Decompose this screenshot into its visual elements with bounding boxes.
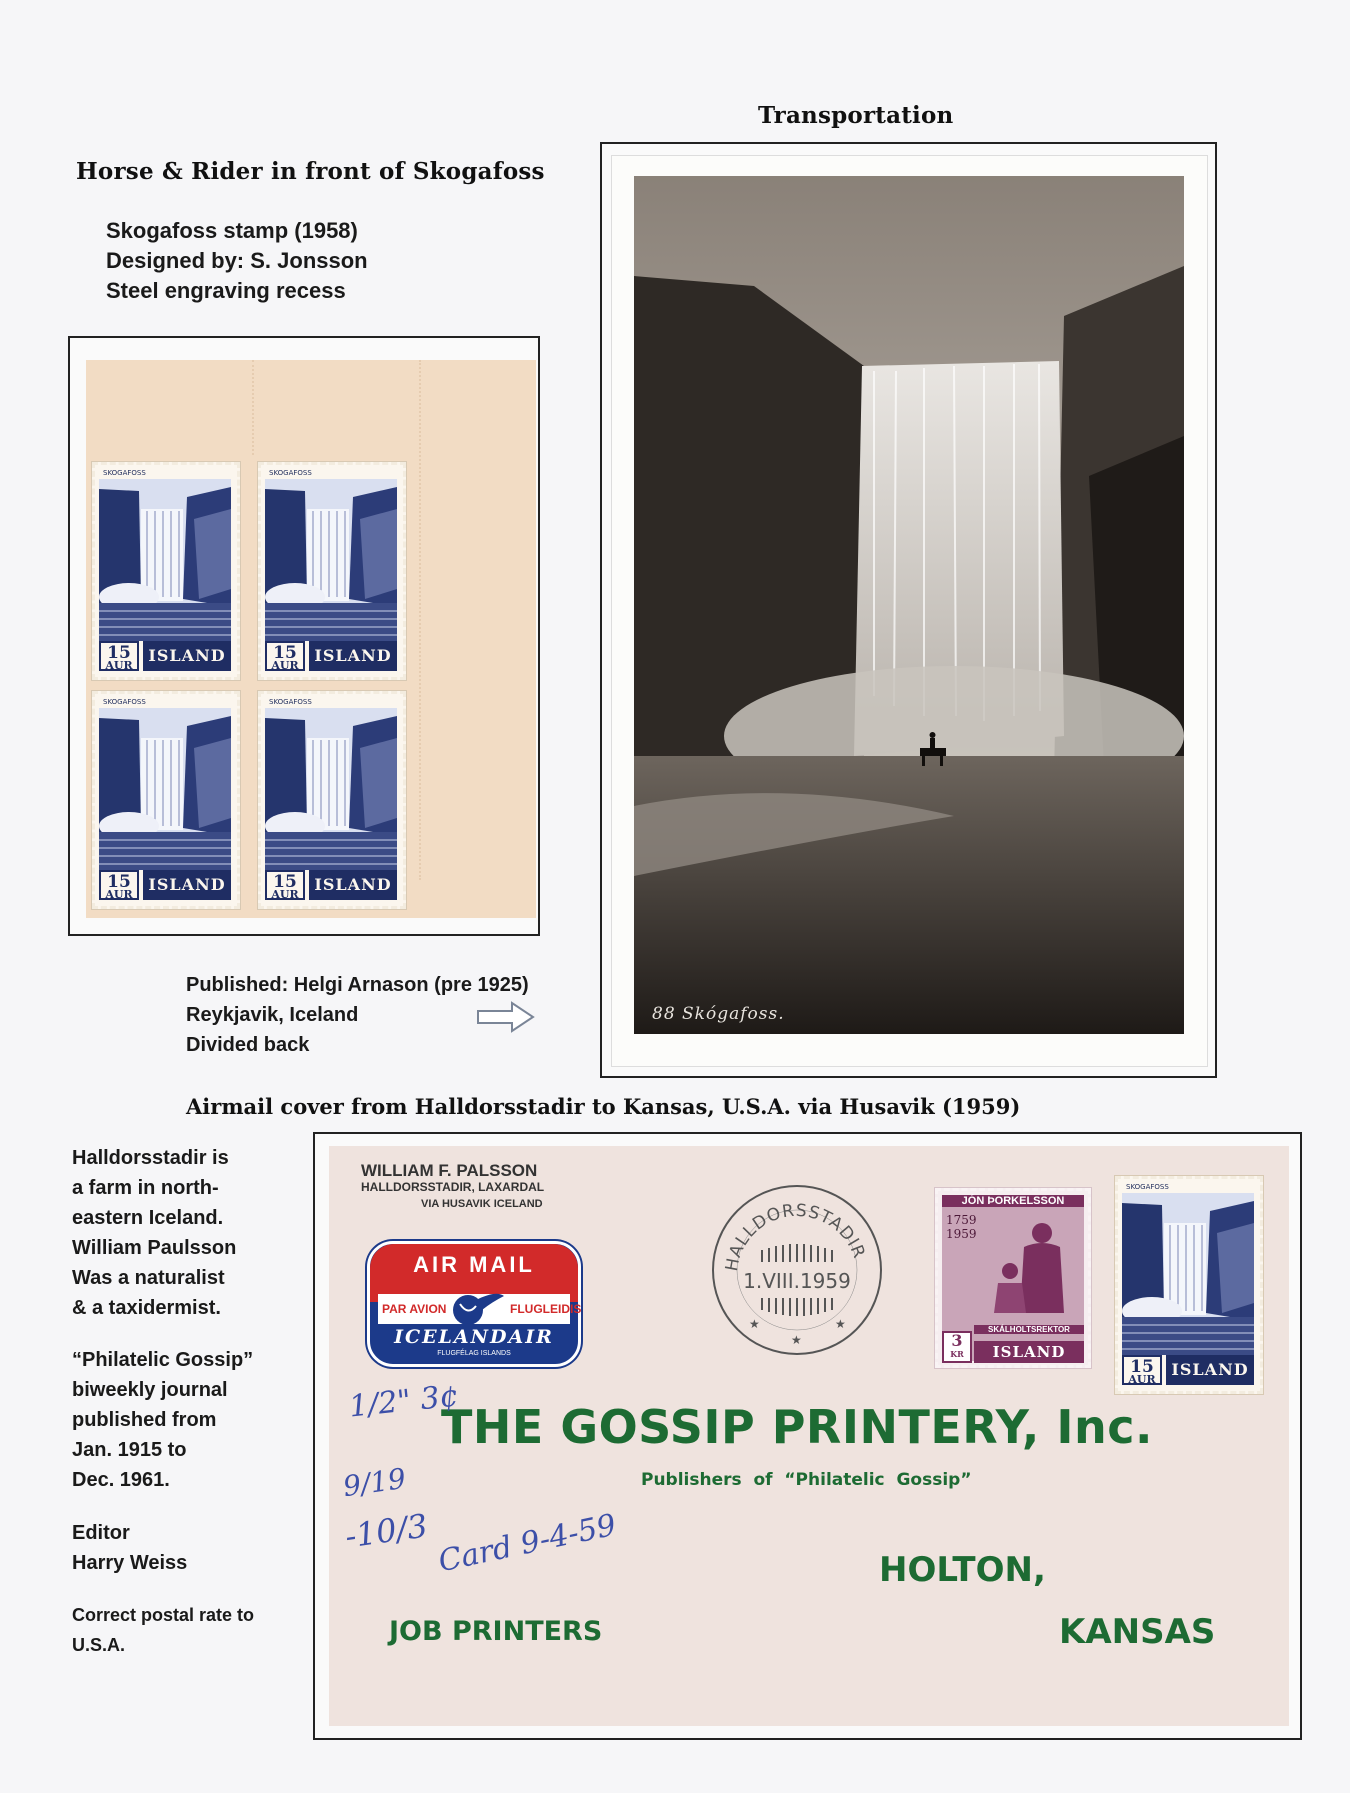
page-title: Transportation — [758, 102, 954, 129]
waterfall-engraving — [265, 479, 397, 641]
note-line: “Philatelic Gossip” — [72, 1349, 254, 1371]
handwritten-card: Card 9-4-59 — [435, 1507, 620, 1580]
cover-frame — [313, 1132, 1302, 1740]
arrow-right-icon — [476, 1000, 536, 1034]
note-line: Dec. 1961. — [72, 1469, 170, 1491]
airmail-label-left: PAR AVION — [382, 1302, 447, 1316]
stamp-title: SKOGAFOSS — [269, 698, 312, 706]
addressee-state: KANSAS — [1059, 1612, 1216, 1652]
svg-text:★: ★ — [791, 1333, 802, 1347]
waterfall-engraving — [99, 708, 231, 870]
note-line: eastern Iceland. — [72, 1207, 224, 1229]
stamp-value: 15 AUR — [99, 870, 139, 900]
airmail-label-sub: FLUGFÉLAG ISLANDS — [437, 1350, 511, 1357]
airmail-label-bottom: ICELANDAIR — [394, 1326, 554, 1348]
job-printers: JOB PRINTERS — [389, 1616, 603, 1647]
sender-line: HALLDORSSTADIR, LAXARDAL — [361, 1180, 545, 1194]
postmark-date: 1.VIII.1959 — [743, 1269, 851, 1293]
portrait-engraving — [982, 1213, 1082, 1323]
note-line: Harry Weiss — [72, 1552, 188, 1574]
stamp-info-line: Steel engraving recess — [106, 278, 346, 303]
svg-text:★: ★ — [749, 1317, 760, 1331]
note-line: U.S.A. — [72, 1635, 126, 1655]
rate-notes — [72, 1600, 254, 1660]
addressee-name: THE GOSSIP PRINTERY, Inc. — [441, 1400, 1153, 1454]
stamp-value: 15 AUR — [265, 870, 305, 900]
airmail-label-right: FLUGLEIDIS — [510, 1302, 582, 1316]
stamp-country: ISLAND — [309, 641, 397, 671]
skogafoss-photograph — [634, 176, 1184, 1034]
handwritten-date: -10/3 — [342, 1506, 430, 1556]
stamp-value: 15 AUR — [265, 641, 305, 671]
cover-notes — [72, 1143, 236, 1323]
skogafoss-stamp — [258, 691, 406, 909]
skogafoss-stamp — [92, 462, 240, 680]
addressee-tagline: Publishers of “Philatelic Gossip” — [641, 1470, 972, 1490]
stamp-info — [106, 216, 368, 306]
stamp-title: SKOGAFOSS — [103, 698, 146, 706]
stamp-title: SKOGAFOSS — [269, 469, 312, 477]
purple-stamp-title: SKÁLHOLTSREKTOR — [974, 1325, 1084, 1334]
envelope — [329, 1146, 1289, 1726]
stamp-value: 15 AUR — [1122, 1355, 1162, 1385]
stamp-block — [92, 462, 412, 917]
postcard-info-line: Published: Helgi Arnason (pre 1925) — [186, 974, 529, 996]
waterfall-engraving — [265, 708, 397, 870]
stamp-country: ISLAND — [309, 870, 397, 900]
journal-notes — [72, 1345, 253, 1495]
note-line: Jan. 1915 to — [72, 1439, 187, 1461]
postmark-town: HALLDORSSTADIR — [721, 1200, 870, 1273]
stamp-title: SKOGAFOSS — [1126, 1183, 1169, 1191]
sender-name: WILLIAM F. PALSSON — [361, 1161, 538, 1180]
stamp-country: ISLAND — [143, 870, 231, 900]
airmail-label — [367, 1241, 581, 1367]
handwritten-rate: 1/2" 3¢ — [347, 1378, 461, 1425]
purple-stamp-name: JÓN ÞORKELSSON — [942, 1195, 1084, 1207]
svg-text:HALLDORSSTADIR — [722, 1201, 869, 1273]
note-line: William Paulsson — [72, 1237, 237, 1259]
waterfall-engraving — [1122, 1193, 1254, 1355]
airmail-label-top: AIR MAIL — [413, 1252, 535, 1277]
note-line: a farm in north- — [72, 1177, 219, 1199]
stamp-title: SKOGAFOSS — [103, 469, 146, 477]
purple-stamp-years — [946, 1213, 977, 1241]
purple-stamp-year: 1759 — [946, 1213, 977, 1227]
note-line: Was a naturalist — [72, 1267, 225, 1289]
note-line: biweekly journal — [72, 1379, 228, 1401]
addressee-city: HOLTON, — [879, 1550, 1046, 1590]
editor-notes — [72, 1518, 187, 1578]
left-heading: Horse & Rider in front of Skogafoss — [76, 158, 545, 185]
note-line: & a taxidermist. — [72, 1297, 221, 1319]
stamp-info-line: Skogafoss stamp (1958) — [106, 218, 358, 243]
stamp-value: 15 AUR — [99, 641, 139, 671]
stamp-country: ISLAND — [1166, 1355, 1254, 1385]
postmark — [707, 1180, 887, 1360]
postcard-caption: 88 Skógafoss. — [652, 1004, 785, 1024]
sender-line: VIA HUSAVIK ICELAND — [421, 1198, 543, 1210]
jon-thorkelsson-stamp — [935, 1188, 1091, 1368]
sender-address — [361, 1162, 544, 1213]
purple-stamp-country: ISLAND — [974, 1341, 1084, 1363]
cover-heading: Airmail cover from Halldorsstadir to Kansas, U.S.A. via Husavik (1959) — [186, 1094, 1021, 1119]
skogafoss-stamp — [258, 462, 406, 680]
waterfall-engraving — [99, 479, 231, 641]
postcard-info-line: Divided back — [186, 1034, 310, 1056]
svg-text:★: ★ — [835, 1317, 846, 1331]
note-line: Correct postal rate to — [72, 1605, 255, 1625]
postcard — [612, 156, 1207, 1066]
skogafoss-stamp — [92, 691, 240, 909]
skogafoss-stamp-cover — [1115, 1176, 1263, 1394]
stamp-country: ISLAND — [143, 641, 231, 671]
postcard-frame — [600, 142, 1217, 1078]
winged-globe-icon — [446, 1288, 506, 1328]
note-line: published from — [72, 1409, 217, 1431]
note-line: Halldorsstadir is — [72, 1147, 229, 1169]
stamp-info-line: Designed by: S. Jonsson — [106, 248, 368, 273]
note-line: Editor — [72, 1522, 130, 1544]
postcard-info-line: Reykjavik, Iceland — [186, 1004, 359, 1026]
handwritten-date: 9/19 — [341, 1461, 408, 1504]
purple-stamp-value: 3 KR — [942, 1331, 972, 1363]
purple-stamp-year: 1959 — [946, 1227, 977, 1241]
